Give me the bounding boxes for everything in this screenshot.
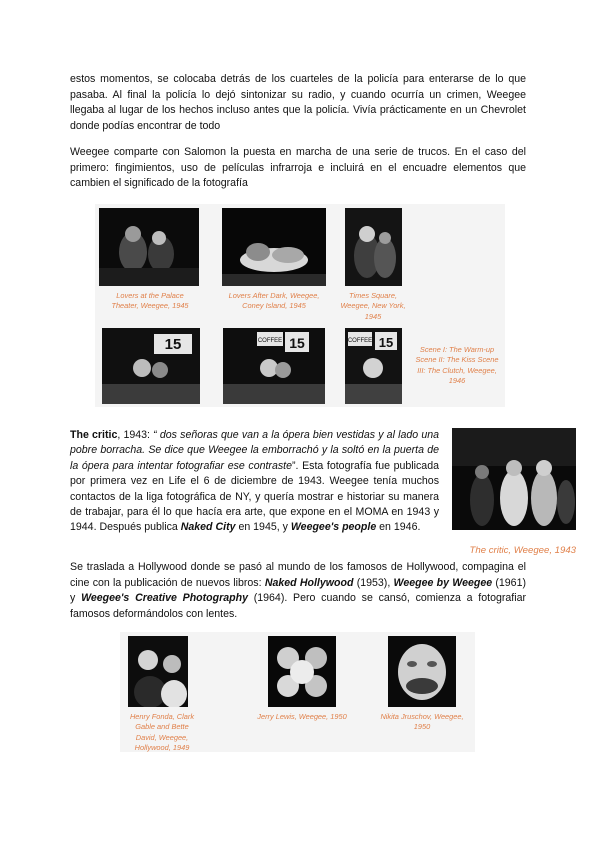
paragraph-hollywood (70, 560, 526, 622)
caption-scene-series: Scene I: The Warm-up Scene II: The Kiss Scene III: The Clutch, Weegee, 1946 (415, 345, 499, 386)
caption-lovers-palace: Lovers at the Palace Theater, Weegee, 1945 (111, 291, 189, 311)
paragraph-tricks: Weegee comparte con Salomon la puesta en marcha de una serie de trucos. En el caso del primero: fingimientos, uso de películas infrarroja e incluirá en el encuadre elementos que cambien el significado de la fotografía (70, 146, 526, 190)
caption-jerry-lewis: Jerry Lewis, Weegee, 1950 (257, 712, 347, 721)
sign-coffee-2: COFFEE (347, 338, 373, 344)
caption-the-critic: The critic, Weegee, 1943 (469, 544, 576, 556)
photo-henry-fonda (128, 636, 188, 707)
hollywood-text-2: (1953), (353, 576, 394, 589)
photo-scene-clutch (345, 328, 402, 404)
sign-coffee-1: COFFEE (257, 338, 283, 344)
caption-lovers-after-dark: Lovers After Dark, Weegee, Coney Island, 1945 (228, 291, 320, 311)
hollywood-text-3: (1961) y (70, 576, 526, 605)
hollywood-text-4: (1964). Pero cuando se cansó, comienza a fotografiar famosos deformándolos con lentes. (70, 592, 527, 620)
photo-times-square (345, 208, 402, 286)
caption-nikita: Nikita Jruschov, Weegee, 1950 (380, 712, 464, 732)
photo-scene-kiss (223, 328, 325, 404)
photo-the-critic (452, 428, 576, 530)
photo-nikita (388, 636, 456, 707)
photo-lovers-palace (99, 208, 199, 286)
body-text-2: en 1945, y (235, 521, 291, 534)
body-text-3: en 1946. (376, 521, 421, 534)
caption-times-square: Times Square, Weegee, New York, 1945 (340, 291, 406, 321)
paragraph-the-critic (70, 428, 439, 536)
sign-price-2: 15 (289, 335, 305, 351)
book-creative-photography: Weegee's Creative Photography (81, 592, 248, 605)
title-the-critic: The critic (70, 429, 118, 441)
paragraph-intro: estos momentos, se colocaba detrás de los cuarteles de la policía para enterarse de lo que pasaba. Al final la policía lo dejó sintonizar su radio, y cuando ocurría un crimen, Weegee llegaba al lugar de los hechos incluso antes que la policía. Vivía prácticamente en un Chevrolet donde podías encontrar de todo (70, 73, 526, 132)
book-naked-hollywood: Naked Hollywood (264, 576, 354, 589)
book-weegees-people: Weegee's people (290, 521, 377, 534)
hollywood-text-1: Se traslada a Hollywood donde se pasó al mundo de los famosos de Hollywood, compagina el cine con la publicación de nuevos libros: (70, 561, 526, 589)
sign-price-3: 15 (378, 335, 394, 350)
photo-lovers-after-dark (222, 208, 326, 286)
body-text-1: ”. Esta fotografía fue publicada por primera vez en Life el 6 de diciembre de 1943. Weegee tenía muchos contactos de la liga fotográfica de NY, y quería mostrar e historiar su manera de trabajar, para él lo que hacía era arte, que expone en el MOMA en 1943 y 1944. Después publica (70, 459, 439, 534)
photo-scene-warm-up (102, 328, 200, 404)
photo-jerry-lewis (268, 636, 336, 707)
caption-henry-fonda: Henry Fonda, Clark Gable and Bette David, Weegee, Hollywood, 1949 (129, 712, 195, 753)
sign-price-1: 15 (164, 336, 182, 353)
book-naked-city: Naked City (180, 521, 236, 534)
quote-text: “ dos señoras que van a la ópera bien vestidas y al lado una pobre borracha. Se dice que Weegee la emborrachó y la soltó en la puerta de la ópera para intentar fotografiar ese contraste (70, 429, 439, 472)
book-weegee-by-weegee: Weegee by Weegee (393, 576, 493, 589)
date-text: , 1943: (117, 429, 154, 441)
